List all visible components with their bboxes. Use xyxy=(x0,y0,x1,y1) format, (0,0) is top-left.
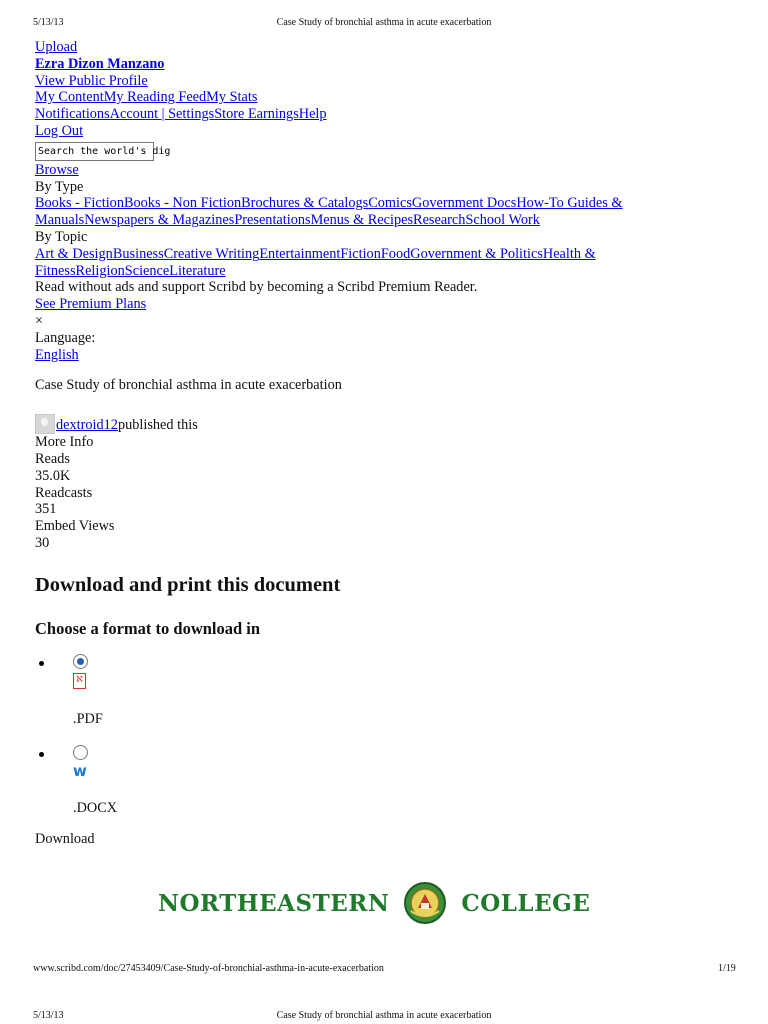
topic-link[interactable]: Food xyxy=(380,245,411,262)
my-reading-feed-link[interactable]: My Reading Feed xyxy=(103,89,207,106)
by-type-label: By Type xyxy=(35,178,84,195)
type-link[interactable]: School Work xyxy=(465,212,540,229)
topic-link[interactable]: Business xyxy=(112,245,164,262)
topic-link[interactable]: Science xyxy=(124,262,170,279)
header-title: Case Study of bronchial asthma in acute exacerbation xyxy=(276,17,492,28)
store-earnings-link[interactable]: Store Earnings xyxy=(214,106,299,123)
language-label: Language: xyxy=(35,329,96,346)
log-out-link[interactable]: Log Out xyxy=(35,122,84,139)
view-public-profile-link[interactable]: View Public Profile xyxy=(35,72,148,89)
bullet-icon xyxy=(39,752,44,757)
topic-link[interactable]: Creative Writing xyxy=(163,245,260,262)
radio-pdf[interactable] xyxy=(73,654,88,669)
type-link[interactable]: Government Docs xyxy=(411,195,517,212)
type-link[interactable]: Research xyxy=(413,212,466,229)
college-logo xyxy=(158,880,590,926)
avatar[interactable] xyxy=(35,414,55,434)
topic-link[interactable]: Fiction xyxy=(340,245,381,262)
publisher-link[interactable]: dextroid12 xyxy=(56,417,118,434)
help-link[interactable]: Help xyxy=(298,106,327,123)
notifications-link[interactable]: Notifications xyxy=(35,106,110,123)
topic-link[interactable]: Literature xyxy=(169,262,226,279)
browse-link[interactable]: Browse xyxy=(35,161,79,178)
stat-value: 35.0K xyxy=(35,467,71,484)
premium-text: Read without ads and support Scribd by becoming a Scribd Premium Reader. xyxy=(35,279,478,296)
publisher-row xyxy=(35,414,675,434)
language-link[interactable]: English xyxy=(35,346,79,363)
type-link[interactable]: Newspapers & Magazines xyxy=(84,212,235,229)
user-name-link[interactable]: Ezra Dizon Manzano xyxy=(35,55,165,72)
stat-value: 351 xyxy=(35,501,57,518)
topic-link[interactable]: Entertainment xyxy=(259,245,341,262)
account-settings-link[interactable]: Account | Settings xyxy=(109,106,215,123)
my-stats-link[interactable]: My Stats xyxy=(206,89,258,106)
download-heading: Download and print this document xyxy=(35,573,341,596)
bullet-icon xyxy=(39,661,44,666)
type-link[interactable]: Presentations xyxy=(234,212,311,229)
see-premium-plans-link[interactable]: See Premium Plans xyxy=(35,296,147,313)
header-title: Case Study of bronchial asthma in acute exacerbation xyxy=(276,1010,492,1021)
topic-link[interactable]: Art & Design xyxy=(35,245,113,262)
format-option-docx xyxy=(35,745,675,817)
topic-link[interactable]: Religion xyxy=(75,262,125,279)
logo-right-text: COLLEGE xyxy=(461,889,591,917)
more-info-label: More Info xyxy=(35,434,94,451)
format-label: .DOCX xyxy=(73,799,118,816)
main-content xyxy=(35,39,675,848)
radio-docx[interactable] xyxy=(73,745,88,760)
document-title: Case Study of bronchial asthma in acute exacerbation xyxy=(35,377,342,394)
type-link[interactable]: How-To Guides & Manuals xyxy=(35,195,623,229)
format-label: .PDF xyxy=(73,710,103,727)
type-link[interactable]: Comics xyxy=(368,195,412,212)
stat-label: Embed Views xyxy=(35,518,115,535)
stat-label: Reads xyxy=(35,450,70,467)
by-topic-label: By Topic xyxy=(35,228,88,245)
header-date: 5/13/13 xyxy=(33,17,64,28)
word-icon: w xyxy=(73,761,87,780)
college-seal-icon xyxy=(403,881,447,925)
pdf-icon: ℵ xyxy=(73,673,86,689)
topic-link[interactable]: Government & Politics xyxy=(410,245,543,262)
type-link[interactable]: Books - Non Fiction xyxy=(123,195,242,212)
type-link[interactable]: Menus & Recipes xyxy=(310,212,414,229)
search-input[interactable]: Search the world's dig xyxy=(35,142,154,161)
upload-link[interactable]: Upload xyxy=(35,39,78,55)
published-text: published this xyxy=(117,417,198,434)
type-link[interactable]: Brochures & Catalogs xyxy=(241,195,369,212)
header-date: 5/13/13 xyxy=(33,1010,64,1021)
download-button[interactable]: Download xyxy=(35,831,95,848)
topic-links xyxy=(35,246,675,280)
footer-url: www.scribd.com/doc/27453409/Case-Study-of-bronchial-asthma-in-acute-exacerbation xyxy=(33,963,384,974)
footer-page-number: 1/19 xyxy=(718,963,736,974)
format-list xyxy=(35,654,675,817)
my-content-link[interactable]: My Content xyxy=(35,89,104,106)
type-link[interactable]: Books - Fiction xyxy=(35,195,124,212)
format-option-pdf xyxy=(35,654,675,728)
close-icon[interactable]: × xyxy=(35,312,44,329)
stat-value: 30 xyxy=(35,534,50,551)
type-links xyxy=(35,195,675,229)
format-subheading: Choose a format to download in xyxy=(35,618,261,638)
stat-label: Readcasts xyxy=(35,484,93,501)
topic-link[interactable]: Health & Fitness xyxy=(35,245,596,279)
logo-left-text: NORTHEASTERN xyxy=(158,889,390,917)
